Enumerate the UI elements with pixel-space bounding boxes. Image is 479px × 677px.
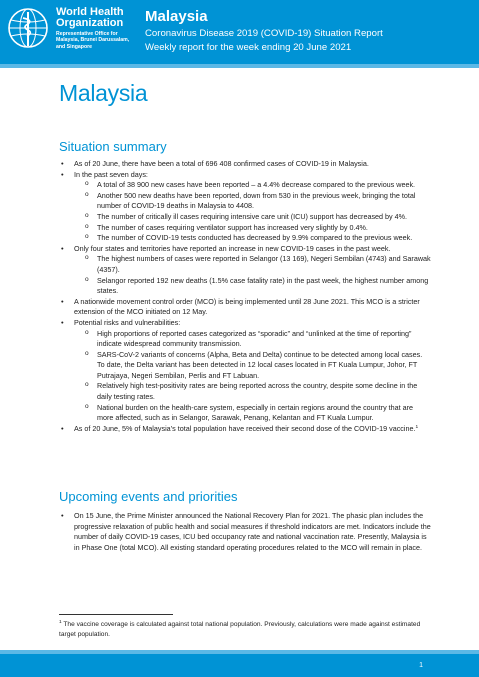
sub-bullet-icu: o The number of critically ill cases requiring intensive care unit (ICU) support has decreased by 4%. (59, 212, 431, 223)
report-footer-bar (0, 654, 479, 677)
sub-bullet-tests: o The number of COVID-19 tests conducted has decreased by 9.9% compared to the previous week. (59, 233, 431, 244)
who-emblem-icon (6, 6, 50, 50)
sub-bullet-new-cases: o A total of 38 900 new cases have been reported – a 4.4% decrease compared to the previous week. (59, 180, 431, 191)
bullet-recovery-plan: • On 15 June, the Prime Minister announced the National Recovery Plan for 2021. The phasic plan includes the progressive relaxation of public health and social measures if threshold indicators are met. Indicators include the number of daily COVID-19 cases, ICU bed occupancy rate and national vaccination rate. Presently, Malaysia is in Phase One (total MCO). All existing standard operating procedures related to the MCO will remain in place. (59, 511, 431, 553)
footnote-text: The vaccine coverage is calculated against total national population. Previously, calculations were made against estimated target population. (59, 621, 421, 638)
bullet-risks: • Potential risks and vulnerabilities: (59, 318, 431, 329)
page-number: 1 (419, 662, 423, 669)
org-name: World Health Organization (56, 6, 124, 29)
sub-bullet-variants: o SARS-CoV-2 variants of concerns (Alpha, Beta and Delta) continue to be detected among local cases. To date, the Delta variant has been detected in 12 local cases located in FT Kuala Lumpur, Johor, FT Putrajaya, Negeri Sembilan, Perlis and FT Labuan. (59, 350, 431, 382)
footnote-ref[interactable]: 1 (415, 424, 419, 430)
sub-bullet-new-deaths: o Another 500 new deaths have been reported, down from 530 in the previous week, bringing the total number of COVID-19 deaths in Malaysia to 4408. (59, 191, 431, 212)
situation-summary-heading: Situation summary (59, 139, 167, 154)
bullet-mco: • A nationwide movement control order (MCO) is being implemented until 28 June 2021. This MCO is a stricter extension of the MCO initiated on 12 May. (59, 297, 431, 318)
footnote-divider (59, 614, 173, 615)
sub-bullet-selangor-deaths: o Selangor reported 192 new deaths (1.5% case fatality rate) in the past week, the highest number among states. (59, 276, 431, 297)
bullet-vaccination (59, 424, 431, 435)
report-title: Coronavirus Disease 2019 (COVID-19) Situation Report (145, 28, 383, 39)
upcoming-events-list (59, 511, 431, 553)
report-week: Weekly report for the week ending 20 June 2021 (145, 42, 352, 53)
bullet-past-week: • In the past seven days: (59, 170, 431, 181)
org-office: Representative Office for Malaysia, Brunei Darussalam, and Singapore (56, 31, 130, 50)
vaccination-text: As of 20 June, 5% of Malaysia’s total population have received their second dose of the COVID-19 vaccine. (74, 423, 416, 433)
page-heading: Malaysia (59, 80, 148, 106)
sub-bullet-highest-cases: o The highest numbers of cases were reported in Selangor (13 169), Negeri Sembilan (4743) and Sarawak (4357). (59, 254, 431, 275)
country-title: Malaysia (145, 8, 208, 25)
header-stripe (0, 64, 479, 68)
sub-bullet-test-positivity: o Relatively high test-positivity rates are being reported across the country, despite some decline in the daily testing rates. (59, 381, 431, 402)
footnote-mark: 1 (59, 620, 62, 625)
sub-bullet-ventilator: o The number of cases requiring ventilator support has increased very slightly by 0.4%. (59, 223, 431, 234)
sub-bullet-health-burden: o National burden on the health-care system, especially in certain regions around the country that are more affected, such as in Selangor, Sarawak, Penang, Kelantan and FT Kuala Lumpur. (59, 403, 431, 424)
situation-summary-list (59, 159, 431, 434)
bullet-states: • Only four states and territories have reported an increase in new COVID-19 cases in the past week. (59, 244, 431, 255)
bullet-total-cases: • As of 20 June, there have been a total of 696 408 confirmed cases of COVID-19 in Malaysia. (59, 159, 431, 170)
sub-bullet-sporadic: o High proportions of reported cases categorized as “sporadic” and “unlinked at the time of reporting” indicate widespread community transmission. (59, 329, 431, 350)
upcoming-events-heading: Upcoming events and priorities (59, 489, 238, 504)
footnote (59, 620, 431, 639)
report-header-banner (0, 0, 479, 64)
